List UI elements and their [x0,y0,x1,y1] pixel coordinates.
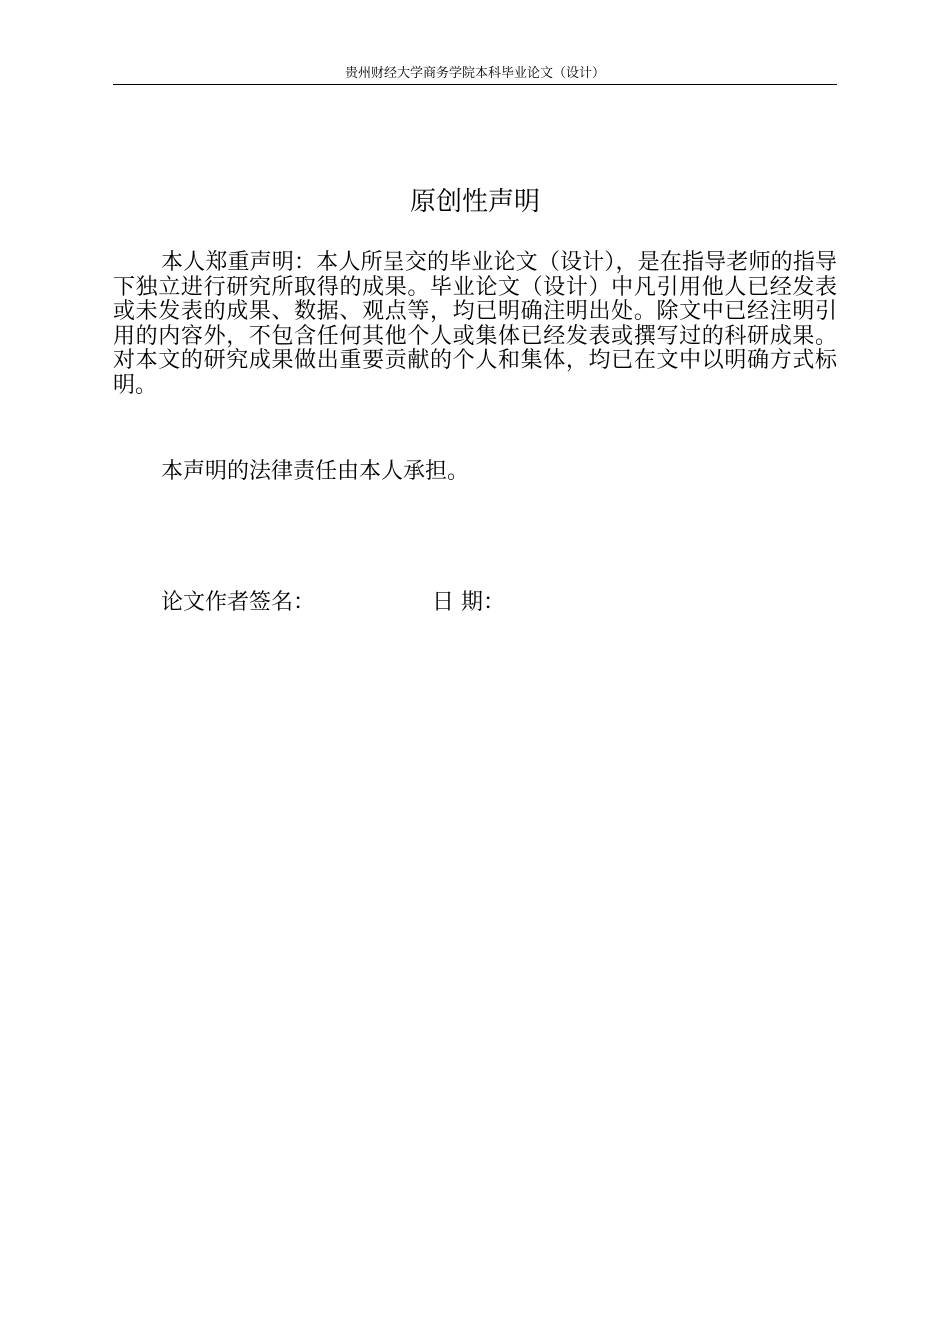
signature-line [161,590,505,616]
header-text: 贵州财经大学商务学院本科毕业论文（设计） [344,66,605,81]
liability-paragraph: 本声明的法律责任由本人承担。 [161,459,470,484]
date-label: 日 期： [432,590,505,615]
page-header [113,66,837,85]
author-signature-label: 论文作者签名： [161,590,316,615]
document-title: 原创性声明 [409,187,540,217]
statement-paragraph: 本人郑重声明：本人所呈交的毕业论文（设计），是在指导老师的指导下独立进行研究所取得的成果。毕业论文（设计）中凡引用他人已经发表或未发表的成果、数据、观点等，均已明确注明出处。除文中已经注明引用的内容外，不包含任何其他个人或集体已经发表或撰写过的科研成果。对本文的研究成果做出重要贡献的个人和集体，均已在文中以明确方式标明。 [113,250,837,398]
